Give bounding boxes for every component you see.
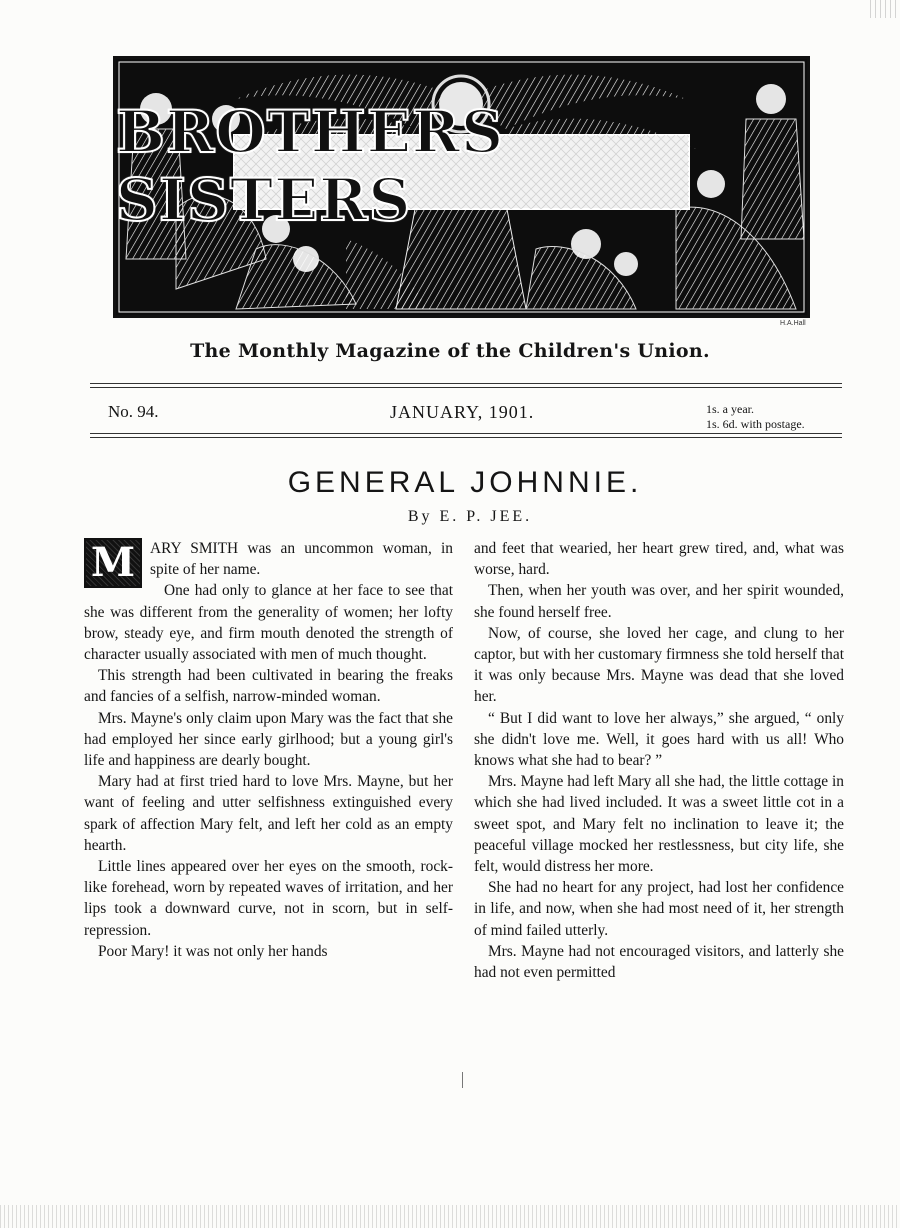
scan-speckle	[870, 0, 900, 18]
magazine-tagline: The Monthly Magazine of the Children's Union.	[190, 340, 710, 362]
paragraph: Then, when her youth was over, and her spirit wounded, she found herself free.	[474, 582, 844, 621]
article-byline: By E. P. JEE.	[407, 508, 533, 525]
paragraph: This strength had been cultivated in bearing the freaks and fancies of a selfish, narrow-minded woman.	[84, 667, 453, 706]
header-rule-bottom	[90, 433, 842, 438]
masthead-illustration	[113, 56, 810, 318]
paragraph: Now, of course, she loved her cage, and clung to her captor, but with her customary firmness she told herself that it was only because Mrs. Mayne was dead that she loved her.	[474, 624, 844, 706]
masthead-title: BROTHERS SISTERS	[116, 98, 505, 234]
paragraph: One had only to glance at her face to see that she was different from the generality of women; her lofty brow, steady eye, and firm mouth denoted the strength of character usually associated with men of much thought.	[84, 582, 453, 664]
issue-number: No. 94.	[108, 402, 159, 421]
engraver-signature: H.A.Hall	[780, 320, 806, 327]
article-title: GENERAL JOHNNIE.	[287, 466, 643, 499]
price-year: 1s. a year.	[706, 402, 754, 416]
paragraph: Mrs. Mayne had not encouraged visitors, and latterly she had not even permitted	[474, 942, 844, 982]
scan-edge-noise	[0, 1205, 900, 1228]
price-postage: 1s. 6d. with postage.	[706, 417, 805, 431]
paragraph: M ARY SMITH was an uncommon woman, in spite of her name.	[84, 538, 453, 580]
paragraph: Little lines appeared over her eyes on the smooth, rock-like forehead, worn by repeated waves of irritation, and her lips took a downward curve, not in scorn, but in self-repression.	[84, 858, 453, 939]
paragraph: She had no heart for any project, had lost her confidence in life, and now, when she had most need of it, her strength of mind failed utterly.	[474, 879, 844, 939]
paragraph: Poor Mary! it was not only her hands	[98, 942, 328, 960]
header-rule-top	[90, 383, 842, 388]
article-column-left	[84, 538, 453, 962]
paragraph: “ But I did want to love her always,” she argued, “ only she didn't love me. Well, it goes hard with us all! Who knows what she had to bear? ”	[474, 709, 844, 770]
drop-cap: M	[84, 538, 142, 588]
column-divider	[462, 1072, 463, 1088]
article-column-right	[474, 538, 844, 983]
subscription-price	[706, 402, 805, 432]
issue-date: JANUARY, 1901.	[390, 402, 535, 422]
paragraph: Mary had at first tried hard to love Mrs. Mayne, but her want of feeling and utter selfishness extinguished every spark of affection Mary felt, and left her cold as an empty hearth.	[84, 773, 453, 854]
paragraph: Mrs. Mayne had left Mary all she had, the little cottage in which she had lived included. It was a sweet little cot in a sweet spot, and Mary felt no inclination to leave it; the peaceful village mocked her restlessness, but city life, she felt, would distress her more.	[474, 773, 844, 876]
paragraph: Mrs. Mayne's only claim upon Mary was the fact that she had employed her since early girlhood; but a young girl's life and happiness are dearly bought.	[84, 709, 453, 770]
paragraph: and feet that wearied, her heart grew tired, and, what was worse, hard.	[474, 540, 844, 579]
